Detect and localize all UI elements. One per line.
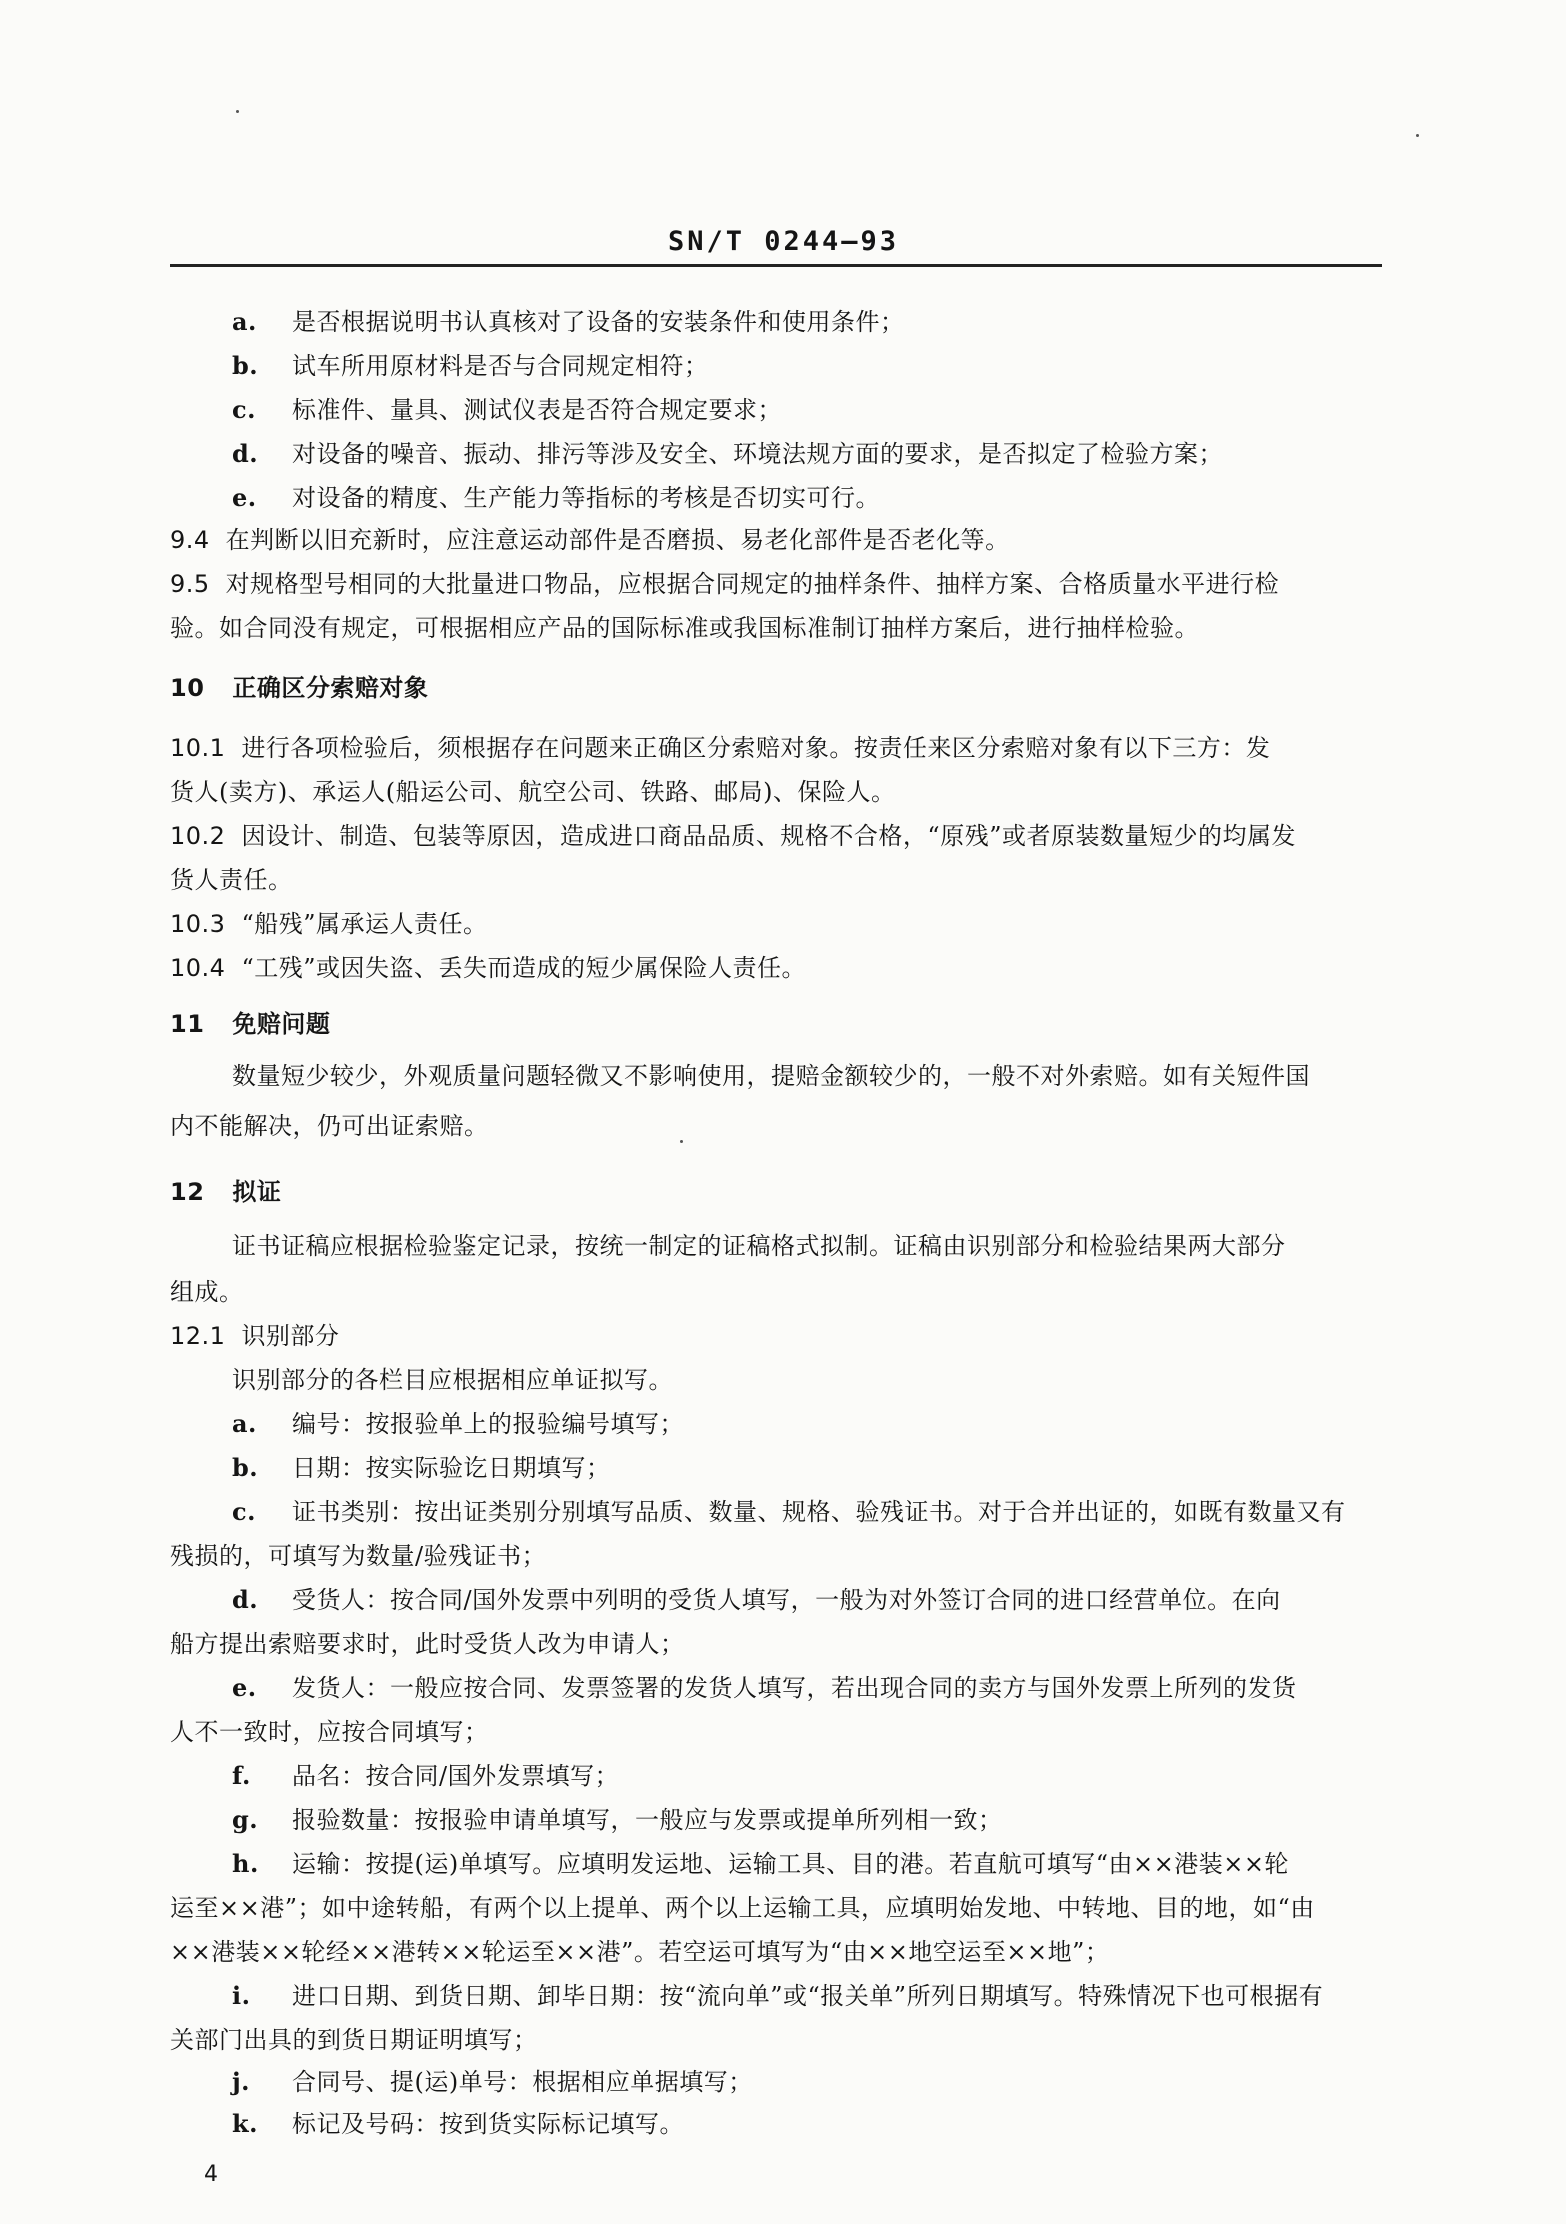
item-text: 报验数量：按报验申请单填写，一般应与发票或提单所列相一致； <box>292 1806 1003 1834</box>
page-number: 4 <box>204 2162 218 2187</box>
clause-continuation <box>170 776 895 808</box>
clause-number: 12.1 <box>170 1322 226 1350</box>
list-item <box>232 306 905 338</box>
item-text: 品名：按合同/国外发票填写； <box>292 1762 620 1790</box>
scan-speck <box>236 110 239 113</box>
clause-continuation <box>170 612 1199 644</box>
item-text: 关部门出具的到货日期证明填写； <box>170 2026 538 2054</box>
paragraph-continuation <box>170 1110 489 1142</box>
section-title: 拟证 <box>232 1178 282 1206</box>
list-item-continuation <box>170 1628 685 1660</box>
item-label: d. <box>232 1585 259 1614</box>
clause-10-4 <box>170 952 806 984</box>
list-item <box>232 1452 611 1484</box>
section-number: 12 <box>170 1178 205 1206</box>
list-item <box>232 1804 1003 1836</box>
clause-number: 10.2 <box>170 822 226 850</box>
clause-text: 对规格型号相同的大批量进口物品，应根据合同规定的抽样条件、抽样方案、合格质量水平进行检 <box>225 570 1280 598</box>
list-item <box>232 1408 684 1440</box>
item-label: a. <box>232 307 257 336</box>
list-item-continuation <box>170 1892 1315 1924</box>
clause-10-1 <box>170 732 1270 764</box>
item-text: 受货人：按合同/国外发票中列明的受货人填写，一般为对外签订合同的进口经营单位。在向 <box>292 1586 1281 1614</box>
item-text: 日期：按实际验讫日期填写； <box>292 1454 611 1482</box>
paragraph <box>232 1364 673 1396</box>
clause-10-2 <box>170 820 1296 852</box>
clause-text: 货人责任。 <box>170 866 293 894</box>
clause-continuation <box>170 864 293 896</box>
paragraph-continuation <box>170 1276 244 1308</box>
item-text: 人不一致时，应按合同填写； <box>170 1718 489 1746</box>
header-rule <box>170 264 1382 267</box>
item-label: g. <box>232 1805 259 1834</box>
list-item <box>232 482 880 514</box>
item-text: 对设备的精度、生产能力等指标的考核是否切实可行。 <box>292 484 880 512</box>
list-item <box>232 1584 1281 1616</box>
section-number: 10 <box>170 674 205 702</box>
paragraph-text: 内不能解决，仍可出证索赔。 <box>170 1112 489 1140</box>
standard-code-header: SN/T 0244—93 <box>668 226 900 257</box>
clause-text: 在判断以旧充新时，应注意运动部件是否磨损、易老化部件是否老化等。 <box>225 526 1010 554</box>
item-label: f. <box>232 1761 251 1790</box>
section-heading-11 <box>170 1008 330 1040</box>
paragraph-text: 数量短少较少，外观质量问题轻微又不影响使用，提赔金额较少的，一般不对外索赔。如有关短件国 <box>232 1062 1310 1090</box>
paragraph-text: 组成。 <box>170 1278 244 1306</box>
item-label: a. <box>232 1409 257 1438</box>
clause-text: 进行各项检验后，须根据存在问题来正确区分索赔对象。按责任来区分索赔对象有以下三方：发 <box>241 734 1271 762</box>
list-item <box>232 2066 753 2098</box>
item-label: k. <box>232 2109 258 2138</box>
list-item-continuation <box>170 1936 1109 1968</box>
list-item <box>232 1672 1297 1704</box>
item-label: c. <box>232 1497 256 1526</box>
clause-text: 识别部分 <box>241 1322 340 1350</box>
list-item <box>232 2108 684 2140</box>
item-text: 标准件、量具、测试仪表是否符合规定要求； <box>292 396 782 424</box>
item-label: b. <box>232 351 259 380</box>
item-text: 对设备的噪音、振动、排污等涉及安全、环境法规方面的要求，是否拟定了检验方案； <box>292 440 1223 468</box>
paragraph <box>232 1060 1310 1092</box>
clause-text: “船残”属承运人责任。 <box>241 910 488 938</box>
item-text: 进口日期、到货日期、卸毕日期：按“流向单”或“报关单”所列日期填写。特殊情况下也可根据有 <box>292 1982 1324 2010</box>
item-label: h. <box>232 1849 259 1878</box>
clause-text: 货人(卖方)、承运人(船运公司、航空公司、铁路、邮局)、保险人。 <box>170 778 896 806</box>
item-text: 编号：按报验单上的报验编号填写； <box>292 1410 684 1438</box>
item-text: 合同号、提(运)单号：根据相应单据填写； <box>292 2068 753 2096</box>
item-label: d. <box>232 439 259 468</box>
list-item <box>232 1980 1323 2012</box>
list-item-continuation <box>170 1540 546 1572</box>
list-item <box>232 1496 1346 1528</box>
scan-speck <box>1416 134 1419 137</box>
list-item <box>232 394 782 426</box>
clause-text: “工残”或因失盗、丢失而造成的短少属保险人责任。 <box>241 954 806 982</box>
scan-speck <box>680 1140 683 1143</box>
section-number: 11 <box>170 1010 205 1038</box>
clause-10-3 <box>170 908 487 940</box>
section-title: 免赔问题 <box>232 1010 331 1038</box>
item-text: 发货人：一般应按合同、发票签署的发货人填写，若出现合同的卖方与国外发票上所列的发货 <box>292 1674 1297 1702</box>
item-text: ××港装××轮经××港转××轮运至××港”。若空运可填写为“由××地空运至××地”； <box>170 1938 1110 1966</box>
item-text: 试车所用原材料是否与合同规定相符； <box>292 352 709 380</box>
list-item <box>232 1848 1289 1880</box>
clause-9-5 <box>170 568 1279 600</box>
item-text: 是否根据说明书认真核对了设备的安装条件和使用条件； <box>292 308 905 336</box>
item-text: 标记及号码：按到货实际标记填写。 <box>292 2110 684 2138</box>
item-text: 残损的，可填写为数量/验残证书； <box>170 1542 547 1570</box>
section-heading-12 <box>170 1176 281 1208</box>
item-label: j. <box>232 2067 251 2096</box>
item-label: e. <box>232 1673 257 1702</box>
list-item-continuation <box>170 1716 489 1748</box>
clause-number: 9.5 <box>170 570 210 598</box>
list-item-continuation <box>170 2024 538 2056</box>
item-text: 船方提出索赔要求时，此时受货人改为申请人； <box>170 1630 685 1658</box>
paragraph <box>232 1230 1286 1262</box>
item-label: c. <box>232 395 256 424</box>
item-text: 运输：按提(运)单填写。应填明发运地、运输工具、目的港。若直航可填写“由××港装××轮 <box>292 1850 1289 1878</box>
section-heading-10 <box>170 672 428 704</box>
list-item <box>232 438 1223 470</box>
clause-number: 10.4 <box>170 954 226 982</box>
clause-text: 因设计、制造、包装等原因，造成进口商品品质、规格不合格，“原残”或者原装数量短少的均属发 <box>241 822 1296 850</box>
item-text: 证书类别：按出证类别分别填写品质、数量、规格、验残证书。对于合并出证的，如既有数量又有 <box>292 1498 1346 1526</box>
clause-9-4 <box>170 524 1010 556</box>
section-title: 正确区分索赔对象 <box>232 674 429 702</box>
item-label: i. <box>232 1981 251 2010</box>
clause-number: 9.4 <box>170 526 210 554</box>
clause-number: 10.1 <box>170 734 226 762</box>
clause-number: 10.3 <box>170 910 226 938</box>
item-label: b. <box>232 1453 259 1482</box>
clause-12-1 <box>170 1320 339 1352</box>
item-text: 运至××港”；如中途转船，有两个以上提单、两个以上运输工具，应填明始发地、中转地、目的地，如“由 <box>170 1894 1315 1922</box>
item-label: e. <box>232 483 257 512</box>
paragraph-text: 识别部分的各栏目应根据相应单证拟写。 <box>232 1366 673 1394</box>
list-item <box>232 1760 619 1792</box>
list-item <box>232 350 709 382</box>
clause-text: 验。如合同没有规定，可根据相应产品的国际标准或我国标准制订抽样方案后，进行抽样检验。 <box>170 614 1199 642</box>
paragraph-text: 证书证稿应根据检验鉴定记录，按统一制定的证稿格式拟制。证稿由识别部分和检验结果两大部分 <box>232 1232 1286 1260</box>
